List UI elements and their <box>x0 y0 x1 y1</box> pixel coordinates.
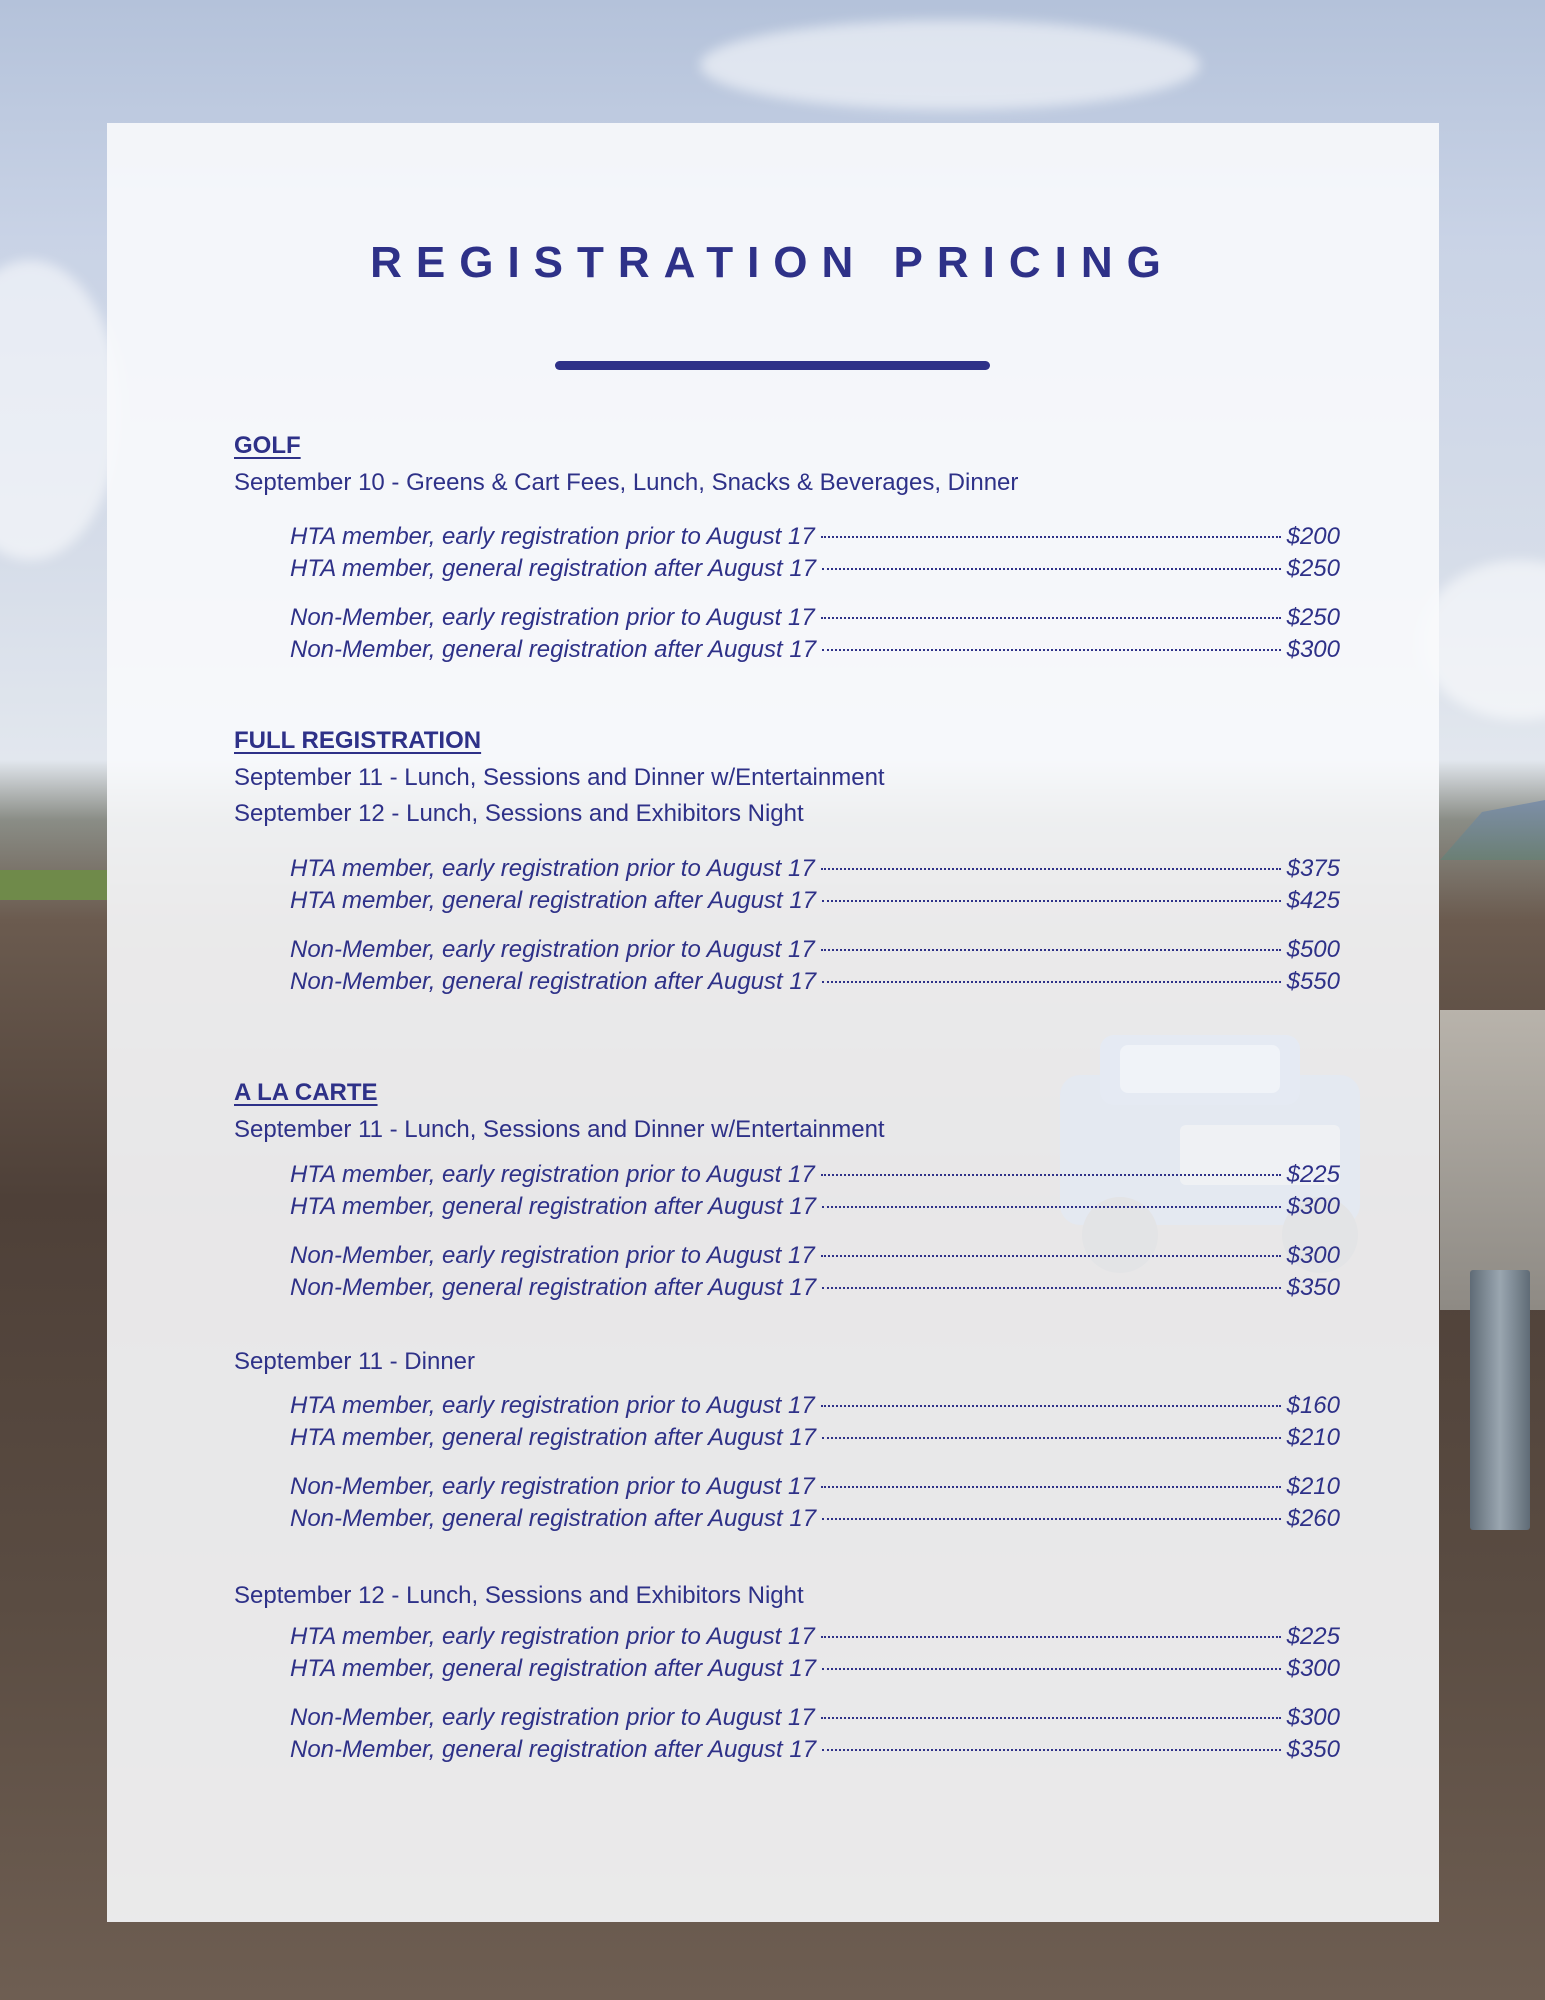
price-value: $210 <box>1286 1473 1340 1500</box>
price-row <box>290 1161 1340 1193</box>
price-row <box>290 968 1340 1000</box>
grass <box>0 870 110 900</box>
golf-heading: GOLF <box>234 432 301 459</box>
price-label: HTA member, general registration after August 17 <box>290 1655 817 1682</box>
price-value: $425 <box>1286 887 1340 914</box>
price-label: Non-Member, early registration prior to August 17 <box>290 1473 815 1500</box>
dot-leader <box>821 536 1281 538</box>
price-value: $300 <box>1286 1655 1340 1682</box>
price-value: $300 <box>1286 1242 1340 1269</box>
price-label: HTA member, general registration after August 17 <box>290 887 817 914</box>
price-value: $300 <box>1286 1704 1340 1731</box>
dot-leader <box>822 1206 1281 1208</box>
dot-leader <box>822 1668 1281 1670</box>
price-row <box>290 1424 1340 1456</box>
a-la-carte-heading: A LA CARTE <box>234 1079 378 1106</box>
price-value: $375 <box>1286 855 1340 882</box>
price-label: Non-Member, general registration after August 17 <box>290 1505 817 1532</box>
dot-leader <box>821 1486 1281 1488</box>
price-row <box>290 855 1340 887</box>
page-title: REGISTRATION PRICING <box>370 238 1175 287</box>
price-label: HTA member, early registration prior to August 17 <box>290 1392 815 1419</box>
price-row <box>290 1193 1340 1225</box>
price-row <box>290 1623 1340 1655</box>
price-label: HTA member, general registration after August 17 <box>290 555 817 582</box>
price-row <box>290 887 1340 919</box>
price-label: HTA member, early registration prior to August 17 <box>290 523 815 550</box>
price-label: HTA member, general registration after August 17 <box>290 1424 817 1451</box>
price-value: $300 <box>1286 1193 1340 1220</box>
dot-leader <box>822 900 1281 902</box>
dot-leader <box>822 1518 1281 1520</box>
price-value: $500 <box>1286 936 1340 963</box>
mountain <box>1440 800 1545 860</box>
full-date: September 12 - Lunch, Sessions and Exhibitors Night <box>234 800 804 827</box>
price-value: $350 <box>1286 1736 1340 1763</box>
price-label: HTA member, early registration prior to August 17 <box>290 1623 815 1650</box>
price-label: Non-Member, early registration prior to August 17 <box>290 936 815 963</box>
price-label: Non-Member, early registration prior to August 17 <box>290 1242 815 1269</box>
price-row <box>290 936 1340 968</box>
metal-post <box>1470 1270 1530 1530</box>
dot-leader <box>822 1287 1281 1289</box>
price-row <box>290 604 1340 636</box>
price-value: $250 <box>1286 604 1340 631</box>
price-row <box>290 555 1340 587</box>
price-row <box>290 523 1340 555</box>
dot-leader <box>821 868 1281 870</box>
price-row <box>290 1655 1340 1687</box>
title-divider <box>555 361 990 370</box>
price-label: Non-Member, general registration after August 17 <box>290 1736 817 1763</box>
a-la-carte-subtitle: September 12 - Lunch, Sessions and Exhibitors Night <box>234 1582 804 1609</box>
price-label: HTA member, early registration prior to August 17 <box>290 1161 815 1188</box>
cloud <box>0 260 120 560</box>
dot-leader <box>821 1717 1281 1719</box>
price-label: Non-Member, general registration after August 17 <box>290 636 817 663</box>
price-label: HTA member, early registration prior to August 17 <box>290 855 815 882</box>
a-la-carte-subtitle: September 11 - Lunch, Sessions and Dinner w/Entertainment <box>234 1116 885 1143</box>
price-value: $225 <box>1286 1623 1340 1650</box>
price-row <box>290 1704 1340 1736</box>
price-label: Non-Member, general registration after August 17 <box>290 1274 817 1301</box>
price-value: $300 <box>1286 636 1340 663</box>
price-value: $260 <box>1286 1505 1340 1532</box>
price-row <box>290 1392 1340 1424</box>
dot-leader <box>822 981 1281 983</box>
price-value: $200 <box>1286 523 1340 550</box>
price-value: $210 <box>1286 1424 1340 1451</box>
full-date: September 11 - Lunch, Sessions and Dinner w/Entertainment <box>234 764 885 791</box>
dot-leader <box>822 649 1281 651</box>
dot-leader <box>821 949 1281 951</box>
price-row <box>290 636 1340 668</box>
price-row <box>290 1736 1340 1768</box>
price-value: $160 <box>1286 1392 1340 1419</box>
price-row <box>290 1473 1340 1505</box>
dot-leader <box>821 1174 1281 1176</box>
price-row <box>290 1274 1340 1306</box>
dot-leader <box>822 1749 1281 1751</box>
a-la-carte-subtitle: September 11 - Dinner <box>234 1348 476 1375</box>
price-value: $225 <box>1286 1161 1340 1188</box>
dot-leader <box>821 1636 1281 1638</box>
price-value: $350 <box>1286 1274 1340 1301</box>
price-value: $550 <box>1286 968 1340 995</box>
dot-leader <box>822 1437 1281 1439</box>
price-label: Non-Member, early registration prior to August 17 <box>290 604 815 631</box>
dot-leader <box>821 1405 1281 1407</box>
golf-date: September 10 - Greens & Cart Fees, Lunch, Snacks & Beverages, Dinner <box>234 469 1019 496</box>
full-registration-heading: FULL REGISTRATION <box>234 727 482 754</box>
price-label: HTA member, general registration after August 17 <box>290 1193 817 1220</box>
price-value: $250 <box>1286 555 1340 582</box>
price-row <box>290 1505 1340 1537</box>
cloud <box>700 20 1200 110</box>
price-row <box>290 1242 1340 1274</box>
dot-leader <box>821 617 1281 619</box>
price-label: Non-Member, early registration prior to August 17 <box>290 1704 815 1731</box>
price-label: Non-Member, general registration after August 17 <box>290 968 817 995</box>
dot-leader <box>822 568 1281 570</box>
dot-leader <box>821 1255 1281 1257</box>
